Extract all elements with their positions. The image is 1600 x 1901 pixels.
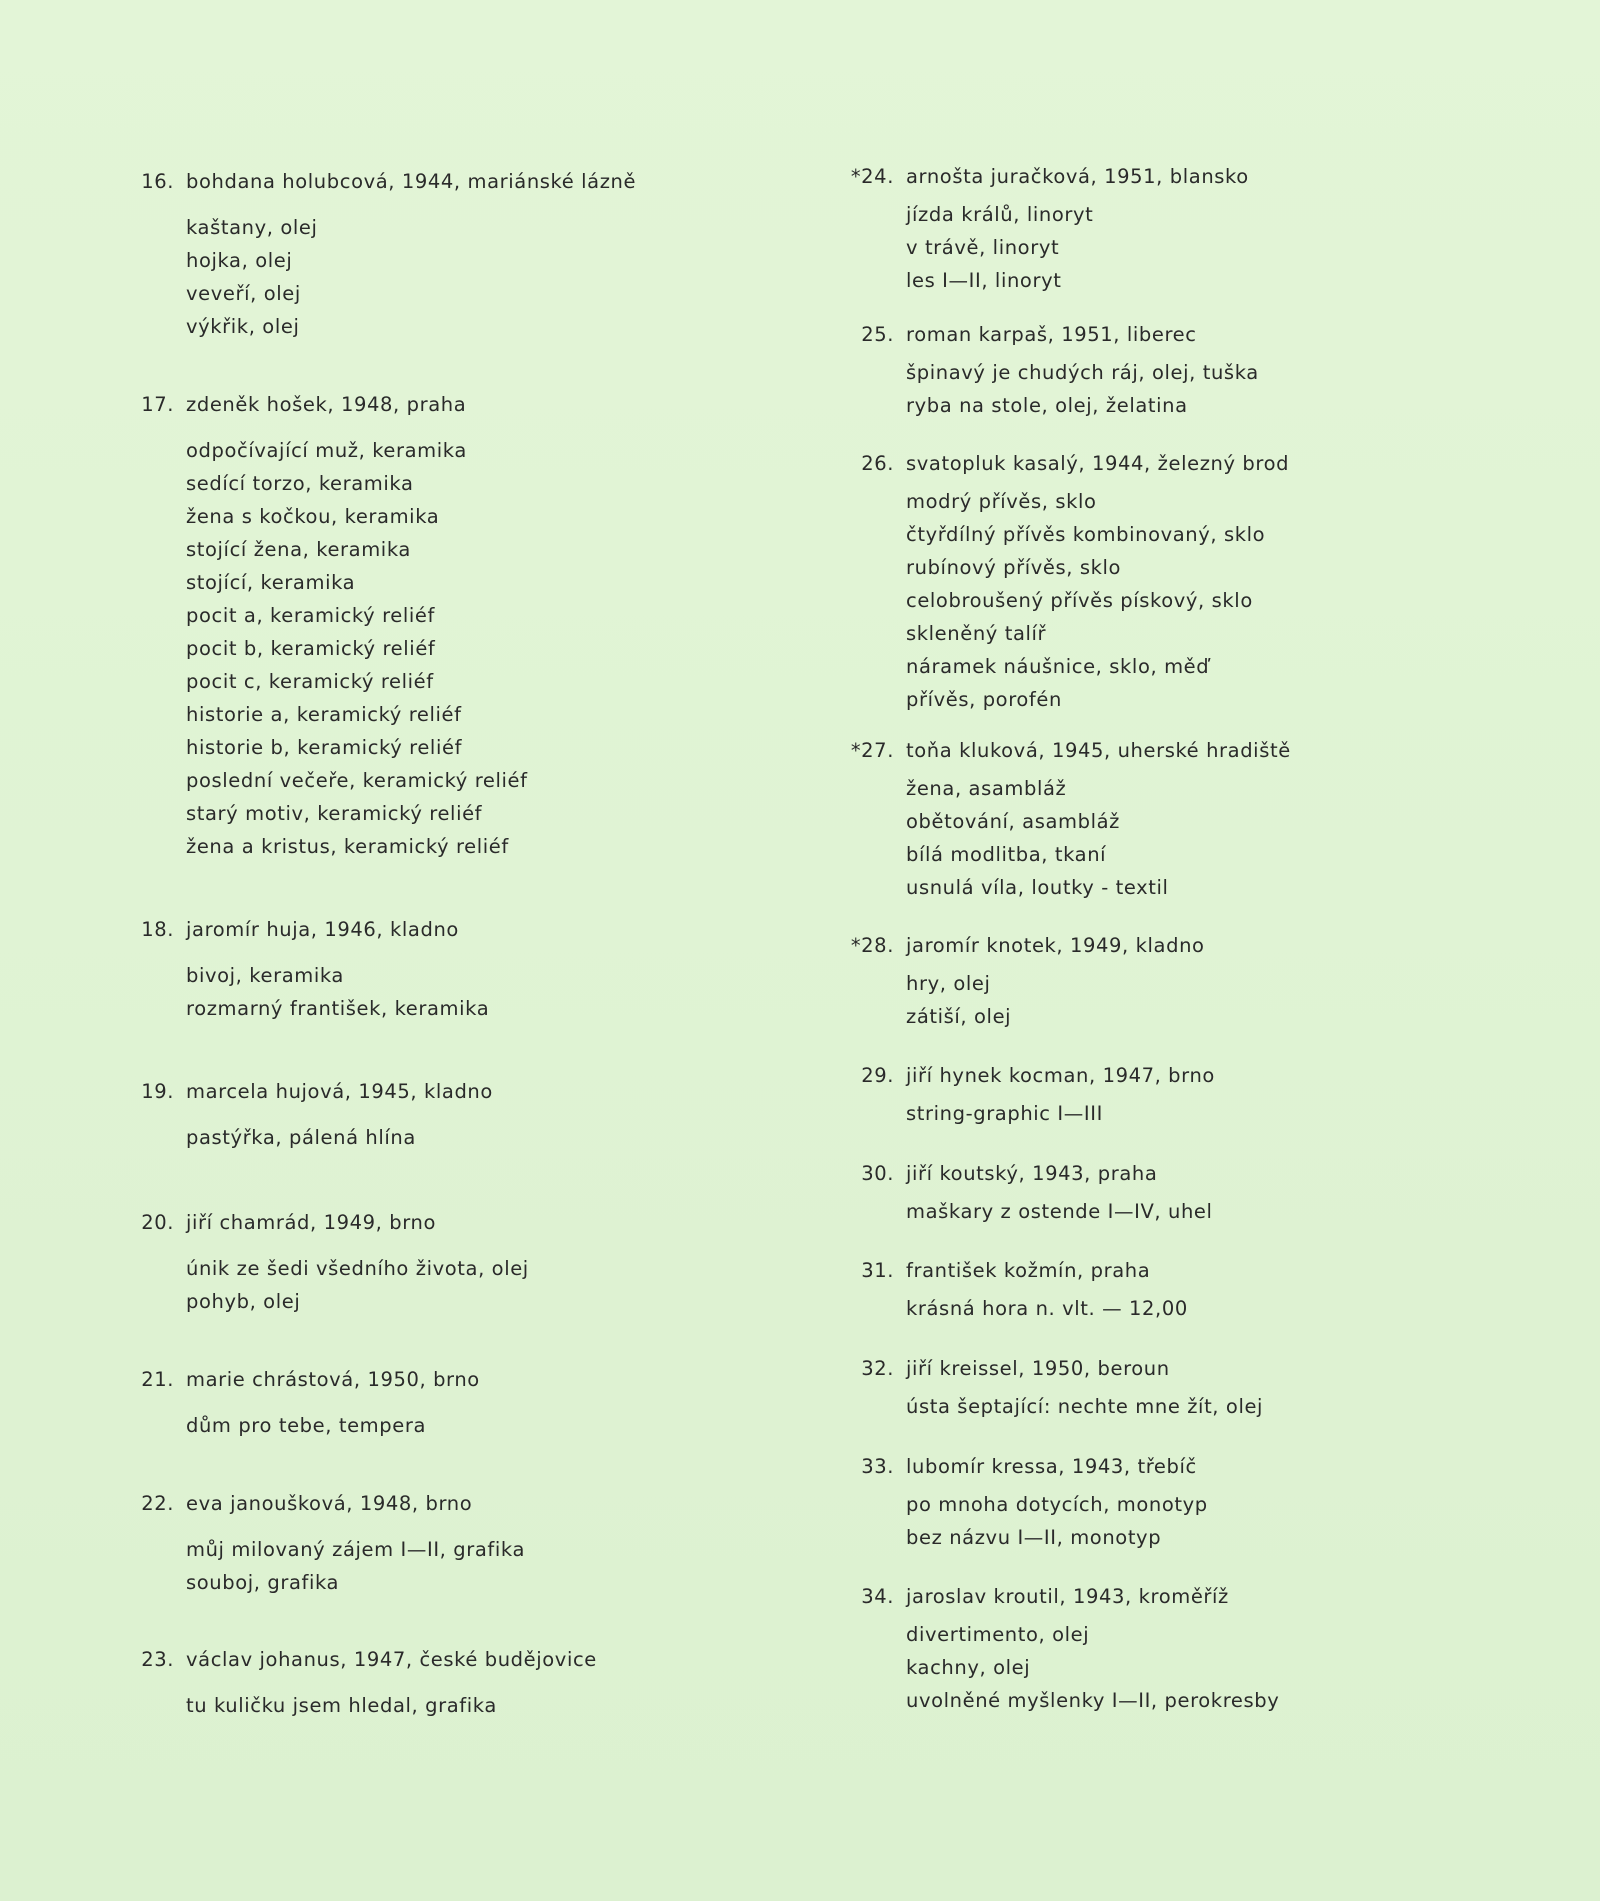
works-list bbox=[906, 772, 1291, 904]
artist-name: svatopluk kasalý, 1944, železný brod bbox=[906, 452, 1290, 475]
entry-number: 31. bbox=[861, 1259, 894, 1282]
work-item: bílá modlitba, tkaní bbox=[906, 843, 1107, 866]
entry-27 bbox=[850, 736, 1291, 904]
entry-header bbox=[141, 1645, 597, 1675]
entry-header bbox=[141, 1208, 529, 1238]
work-item: ústa šeptající: nechte mne žít, olej bbox=[906, 1395, 1264, 1418]
artist-name: arnošta juračková, 1951, blansko bbox=[906, 165, 1249, 188]
works-list bbox=[906, 1292, 1188, 1325]
entry-number: 18. bbox=[141, 918, 174, 941]
works-list bbox=[186, 1533, 525, 1599]
work-item: odpočívající muž, keramika bbox=[186, 439, 467, 462]
entry-30 bbox=[861, 1159, 1213, 1228]
entry-34 bbox=[861, 1582, 1280, 1717]
work-item: obětování, asambláž bbox=[906, 810, 1120, 833]
entry-18 bbox=[141, 915, 490, 1025]
work-item: les I—II, linoryt bbox=[906, 269, 1062, 292]
work-item: maškary z ostende I—IV, uhel bbox=[906, 1200, 1213, 1223]
entry-header bbox=[850, 736, 1291, 766]
works-list bbox=[906, 1390, 1263, 1423]
artist-name: bohdana holubcová, 1944, mariánské lázně bbox=[186, 170, 637, 193]
work-item: hry, olej bbox=[906, 972, 991, 995]
works-list bbox=[186, 959, 489, 1025]
work-item: pohyb, olej bbox=[186, 1290, 301, 1313]
work-item: náramek náušnice, sklo, měď bbox=[906, 655, 1210, 678]
entry-24 bbox=[850, 162, 1249, 297]
artist-name: jaromír knotek, 1949, kladno bbox=[906, 934, 1205, 957]
entry-number: 16. bbox=[141, 170, 174, 193]
work-item: krásná hora n. vlt. — 12,00 bbox=[906, 1297, 1188, 1320]
entry-number: 20. bbox=[141, 1211, 174, 1234]
artist-name: františek kožmín, praha bbox=[906, 1259, 1151, 1282]
works-list bbox=[906, 967, 1205, 1033]
work-item: pocit b, keramický reliéf bbox=[186, 637, 436, 660]
artist-name: roman karpaš, 1951, liberec bbox=[906, 323, 1197, 346]
works-list bbox=[906, 1488, 1208, 1554]
work-item: rubínový přívěs, sklo bbox=[906, 556, 1122, 579]
work-item: kaštany, olej bbox=[186, 216, 318, 239]
entry-number: 33. bbox=[861, 1455, 894, 1478]
work-item: veveří, olej bbox=[186, 282, 301, 305]
entry-number: 26. bbox=[861, 452, 894, 475]
entry-17 bbox=[141, 390, 528, 863]
artist-name: marcela hujová, 1945, kladno bbox=[186, 1080, 493, 1103]
entry-number: 32. bbox=[861, 1357, 894, 1380]
entry-number: *24. bbox=[850, 165, 894, 188]
artist-name: eva janoušková, 1948, brno bbox=[186, 1492, 473, 1515]
entry-header bbox=[141, 167, 637, 197]
works-list bbox=[186, 1121, 493, 1154]
works-list bbox=[186, 434, 528, 863]
entry-28 bbox=[850, 931, 1205, 1033]
artist-name: toňa kluková, 1945, uherské hradiště bbox=[906, 739, 1291, 762]
artist-name: jiří koutský, 1943, praha bbox=[906, 1162, 1158, 1185]
work-item: po mnoha dotycích, monotyp bbox=[906, 1493, 1208, 1516]
work-item: usnulá víla, loutky - textil bbox=[906, 876, 1169, 899]
work-item: žena a kristus, keramický reliéf bbox=[186, 835, 509, 858]
entry-header bbox=[861, 449, 1290, 479]
works-list bbox=[906, 1195, 1213, 1228]
entry-32 bbox=[861, 1354, 1264, 1423]
artist-name: zdeněk hošek, 1948, praha bbox=[186, 393, 467, 416]
entry-20 bbox=[141, 1208, 529, 1318]
entry-header bbox=[861, 1452, 1208, 1482]
work-item: dům pro tebe, tempera bbox=[186, 1414, 427, 1437]
entry-header bbox=[861, 1256, 1188, 1286]
entry-21 bbox=[141, 1365, 480, 1442]
work-item: divertimento, olej bbox=[906, 1623, 1090, 1646]
artist-name: lubomír kressa, 1943, třebíč bbox=[906, 1455, 1197, 1478]
work-item: jízda králů, linoryt bbox=[906, 203, 1094, 226]
work-item: pocit a, keramický reliéf bbox=[186, 604, 435, 627]
works-list bbox=[906, 356, 1259, 422]
work-item: kachny, olej bbox=[906, 1656, 1031, 1679]
work-item: souboj, grafika bbox=[186, 1571, 340, 1594]
entry-23 bbox=[141, 1645, 597, 1722]
work-item: špinavý je chudých ráj, olej, tuška bbox=[906, 361, 1259, 384]
work-item: historie b, keramický reliéf bbox=[186, 736, 463, 759]
artist-name: jaromír huja, 1946, kladno bbox=[186, 918, 459, 941]
entry-header bbox=[861, 1159, 1213, 1189]
work-item: únik ze šedi všedního života, olej bbox=[186, 1257, 529, 1280]
entry-number: *27. bbox=[850, 739, 894, 762]
entry-header bbox=[861, 1061, 1215, 1091]
work-item: hojka, olej bbox=[186, 249, 293, 272]
work-item: žena s kočkou, keramika bbox=[186, 505, 440, 528]
entry-header bbox=[850, 162, 1249, 192]
artist-name: václav johanus, 1947, české budějovice bbox=[186, 1648, 597, 1671]
entry-16 bbox=[141, 167, 637, 343]
work-item: žena, asambláž bbox=[906, 777, 1067, 800]
entry-31 bbox=[861, 1256, 1188, 1325]
work-item: čtyřdílný přívěs kombinovaný, sklo bbox=[906, 523, 1266, 546]
entry-header bbox=[861, 1354, 1263, 1384]
work-item: můj milovaný zájem I—II, grafika bbox=[186, 1538, 525, 1561]
entry-header bbox=[141, 1077, 493, 1107]
entry-header bbox=[141, 390, 528, 420]
entry-header bbox=[141, 915, 489, 945]
work-item: modrý přívěs, sklo bbox=[906, 490, 1097, 513]
entry-19 bbox=[141, 1077, 493, 1154]
works-list bbox=[906, 485, 1289, 716]
entry-number: 21. bbox=[141, 1368, 174, 1391]
works-list bbox=[906, 1097, 1215, 1130]
entry-header bbox=[861, 1582, 1279, 1612]
entry-number: 25. bbox=[861, 323, 894, 346]
entry-25 bbox=[861, 320, 1259, 422]
works-list bbox=[186, 1252, 529, 1318]
entry-header bbox=[850, 931, 1205, 961]
artist-name: marie chrástová, 1950, brno bbox=[186, 1368, 480, 1391]
work-item: přívěs, porofén bbox=[906, 688, 1062, 711]
entry-number: *28. bbox=[850, 934, 894, 957]
artist-name: jaroslav kroutil, 1943, kroměříž bbox=[906, 1585, 1229, 1608]
work-item: poslední večeře, keramický reliéf bbox=[186, 769, 528, 792]
work-item: pastýřka, pálená hlína bbox=[186, 1126, 416, 1149]
entry-number: 30. bbox=[861, 1162, 894, 1185]
entry-29 bbox=[861, 1061, 1215, 1130]
entry-33 bbox=[861, 1452, 1208, 1554]
works-list bbox=[186, 1689, 597, 1722]
work-item: sedící torzo, keramika bbox=[186, 472, 414, 495]
entry-header bbox=[861, 320, 1259, 350]
work-item: starý motiv, keramický reliéf bbox=[186, 802, 483, 825]
entry-number: 29. bbox=[861, 1064, 894, 1087]
entry-number: 19. bbox=[141, 1080, 174, 1103]
work-item: bivoj, keramika bbox=[186, 964, 344, 987]
entry-26 bbox=[861, 449, 1290, 716]
entry-header bbox=[141, 1489, 525, 1519]
entry-22 bbox=[141, 1489, 525, 1599]
artist-name: jiří chamrád, 1949, brno bbox=[186, 1211, 436, 1234]
entry-number: 23. bbox=[141, 1648, 174, 1671]
work-item: stojící žena, keramika bbox=[186, 538, 411, 561]
work-item: uvolněné myšlenky I—II, perokresby bbox=[906, 1689, 1280, 1712]
work-item: pocit c, keramický reliéf bbox=[186, 670, 434, 693]
work-item: zátiší, olej bbox=[906, 1005, 1012, 1028]
works-list bbox=[906, 1618, 1279, 1717]
artist-name: jiří kreissel, 1950, beroun bbox=[906, 1357, 1170, 1380]
works-list bbox=[186, 1409, 480, 1442]
work-item: v trávě, linoryt bbox=[906, 236, 1060, 259]
work-item: ryba na stole, olej, želatina bbox=[906, 394, 1188, 417]
works-list bbox=[186, 211, 636, 343]
work-item: výkřik, olej bbox=[186, 315, 300, 338]
works-list bbox=[906, 198, 1249, 297]
work-item: bez názvu I—II, monotyp bbox=[906, 1526, 1162, 1549]
work-item: rozmarný františek, keramika bbox=[186, 997, 490, 1020]
work-item: tu kuličku jsem hledal, grafika bbox=[186, 1694, 497, 1717]
work-item: skleněný talíř bbox=[906, 622, 1047, 645]
work-item: string-graphic I—III bbox=[906, 1102, 1103, 1125]
artist-name: jiří hynek kocman, 1947, brno bbox=[906, 1064, 1215, 1087]
entry-number: 34. bbox=[861, 1585, 894, 1608]
entry-number: 17. bbox=[141, 393, 174, 416]
work-item: stojící, keramika bbox=[186, 571, 356, 594]
entry-header bbox=[141, 1365, 480, 1395]
work-item: historie a, keramický reliéf bbox=[186, 703, 462, 726]
work-item: celobroušený přívěs pískový, sklo bbox=[906, 589, 1253, 612]
entry-number: 22. bbox=[141, 1492, 174, 1515]
